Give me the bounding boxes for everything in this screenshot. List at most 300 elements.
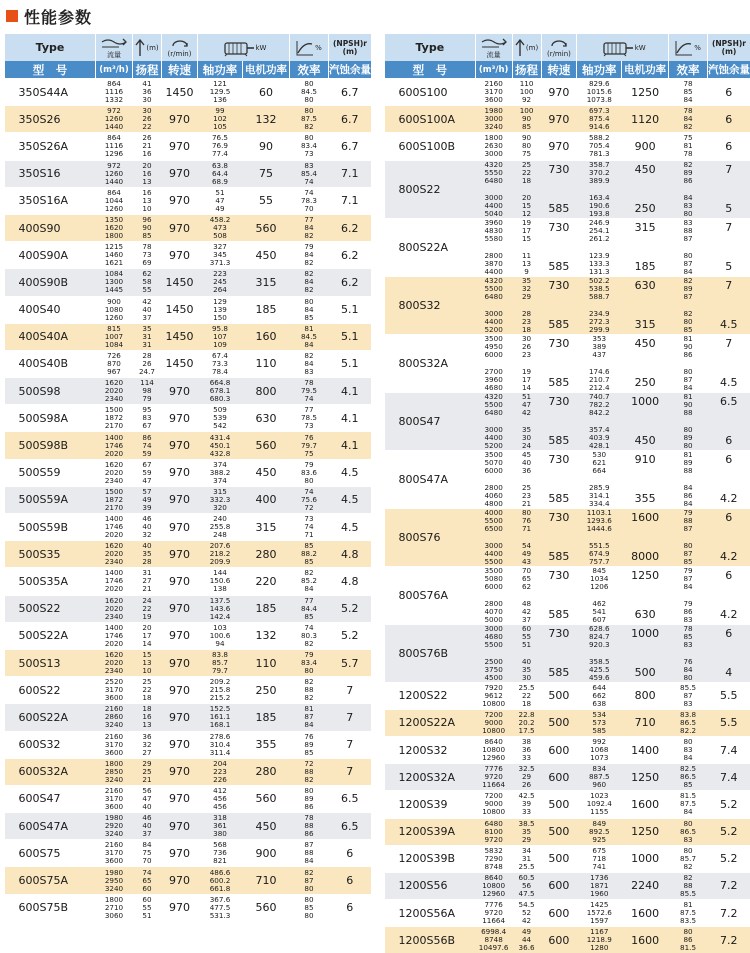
cell-head — [133, 323, 162, 350]
cell-model: 600S22A — [5, 704, 96, 731]
cell-head-value: 32 — [133, 531, 162, 539]
cell-shaft-value: 782.2 — [577, 401, 622, 409]
cell-shaft-value: 845 — [577, 567, 622, 575]
cell-npsh: 7.4 — [707, 764, 750, 791]
cell-eff — [669, 818, 708, 845]
cell-head-value: 40 — [133, 803, 162, 811]
table-row — [385, 845, 750, 872]
cell-flow-value: 4800 — [475, 500, 512, 508]
table-row — [385, 736, 750, 763]
cell-flow-value: 7200 — [475, 792, 512, 800]
table-row — [385, 334, 750, 392]
cell-head-value: 14 — [512, 384, 541, 392]
cell-flow-value: 1800 — [96, 896, 133, 904]
cell-head-value: 42 — [512, 917, 541, 925]
cell-motor: 1000 — [622, 845, 669, 872]
cell-flow-value: 3600 — [96, 803, 133, 811]
cell-flow-value: 3000 — [475, 115, 512, 123]
table-row — [5, 187, 372, 214]
header-type: Type — [385, 34, 476, 61]
cell-eff — [290, 459, 329, 486]
cell-eff-value: 83 — [290, 368, 329, 376]
cell-eff-value: 86.5 — [669, 773, 708, 781]
cell-head-value: 13 — [133, 197, 162, 205]
cell-shaft-value: 920.3 — [577, 641, 622, 649]
cell-eff-value: 82.5 — [669, 765, 708, 773]
cell-head-value: 49 — [512, 928, 541, 936]
cell-shaft-value: 403.9 — [577, 434, 622, 442]
cell-shaft — [198, 106, 243, 133]
cell-shaft-value: 311.4 — [198, 749, 243, 757]
cell-head — [512, 160, 541, 218]
cell-shaft-value: 68.9 — [198, 178, 243, 186]
cell-flow-value: 2160 — [475, 80, 512, 88]
cell-motor: 110 — [243, 350, 290, 377]
cell-head-value: 30 — [512, 434, 541, 442]
cell-eff-value: 79.5 — [290, 387, 329, 395]
cell-eff-value: 77 — [290, 216, 329, 224]
cell-head-value: 40 — [512, 658, 541, 666]
cell-shaft — [198, 840, 243, 867]
cell-eff-value: 84 — [669, 500, 708, 508]
cell-eff-value: 74 — [290, 189, 329, 197]
cell-head — [512, 133, 541, 160]
cell-flow-value: 5000 — [475, 616, 512, 624]
cell-flow-value: 1621 — [96, 259, 133, 267]
cell-npsh: 4.5 — [329, 459, 372, 486]
cell-eff-value: 87 — [290, 877, 329, 885]
cell-shaft-value: 1871 — [577, 882, 622, 890]
cell-eff-value: 76 — [290, 733, 329, 741]
cell-flow — [475, 79, 512, 106]
cell-model: 800S22A — [385, 218, 476, 276]
cell-head-value: 75 — [512, 150, 541, 158]
cell-shaft-value: 129 — [198, 298, 243, 306]
cell-head-value: 37 — [133, 830, 162, 838]
cell-eff — [669, 276, 708, 334]
cell-flow-value: 5500 — [475, 401, 512, 409]
cell-npsh: 6 — [329, 867, 372, 894]
cell-motor: 75 — [243, 160, 290, 187]
table-row — [5, 106, 372, 133]
cell-shaft — [198, 269, 243, 296]
cell-model: 400S90A — [5, 242, 96, 269]
cell-flow — [475, 927, 512, 953]
cell-shaft-value: 450.1 — [198, 442, 243, 450]
cell-eff-value: 85.5 — [669, 890, 708, 898]
cell-flow-value: 2630 — [475, 142, 512, 150]
cell-head — [133, 622, 162, 649]
cell-eff-value: 86.5 — [669, 828, 708, 836]
cell-head — [133, 894, 162, 921]
header-flow-icon-cell: 流量 — [96, 34, 133, 61]
cell-head-value: 36 — [512, 467, 541, 475]
cell-shaft — [577, 927, 622, 953]
cell-shaft-value: 261.2 — [577, 235, 622, 243]
cell-motor: 450 — [243, 459, 290, 486]
cell-head — [133, 269, 162, 296]
cell-shaft-value: 757.7 — [577, 558, 622, 566]
cell-eff — [669, 218, 708, 276]
cell-shaft-value: 105 — [198, 123, 243, 131]
cell-shaft — [198, 595, 243, 622]
cell-flow-value: 9000 — [475, 800, 512, 808]
cell-shaft-value: 588.2 — [577, 134, 622, 142]
cell-head-value: 33 — [512, 754, 541, 762]
cell-flow-value: 5070 — [475, 459, 512, 467]
cell-flow-value: 3240 — [96, 721, 133, 729]
cell-eff — [290, 296, 329, 323]
cell-motor: 315 185 — [622, 218, 669, 276]
table-row — [5, 79, 372, 106]
cell-head-value: 13 — [133, 178, 162, 186]
cell-eff-value: 79.7 — [290, 442, 329, 450]
table-row — [5, 269, 372, 296]
cell-speed: 970 — [541, 79, 577, 106]
cell-shaft-value: 551.5 — [577, 542, 622, 550]
cell-eff-value: 87.5 — [669, 909, 708, 917]
cell-flow-value: 9720 — [475, 909, 512, 917]
cell-shaft-value: 675 — [577, 847, 622, 855]
cell-flow-value: 4400 — [475, 550, 512, 558]
cell-eff-value: 83.4 — [290, 142, 329, 150]
cell-eff-value: 85 — [290, 613, 329, 621]
cell-flow — [475, 566, 512, 624]
cell-eff-value: 87 — [290, 841, 329, 849]
cell-motor: 315 — [243, 269, 290, 296]
cell-head — [133, 160, 162, 187]
table-row — [385, 133, 750, 160]
cell-flow-value: 1260 — [96, 314, 133, 322]
cell-head — [133, 649, 162, 676]
cell-eff-value: 79 — [290, 461, 329, 469]
cell-eff — [290, 568, 329, 595]
cell-head-value: 27 — [133, 749, 162, 757]
cell-flow — [96, 568, 133, 595]
cell-shaft-value: 272.3 — [577, 318, 622, 326]
cell-shaft-value: 875.4 — [577, 115, 622, 123]
cell-eff-value: 76 — [669, 658, 708, 666]
cell-head-value: 15 — [512, 235, 541, 243]
cell-eff-value: 87 — [669, 550, 708, 558]
cell-eff — [290, 106, 329, 133]
cell-head — [512, 624, 541, 682]
cell-motor: 60 — [243, 79, 290, 106]
cell-head-value: 29 — [512, 836, 541, 844]
cell-eff-value: 88 — [290, 686, 329, 694]
cell-shaft — [198, 187, 243, 214]
cell-shaft-value: 431.4 — [198, 434, 243, 442]
cell-head-value: 46 — [133, 814, 162, 822]
cell-eff-value: 80 — [290, 477, 329, 485]
cell-eff-value: 71 — [290, 531, 329, 539]
cell-model: 350S44A — [5, 79, 96, 106]
cell-eff-value: 84 — [290, 251, 329, 259]
cell-eff-value: 78 — [669, 150, 708, 158]
cell-flow — [475, 624, 512, 682]
cell-motor: 185 — [243, 296, 290, 323]
cell-model: 600S47A — [5, 813, 96, 840]
cell-eff-value: 82 — [290, 352, 329, 360]
cell-npsh: 6.5 6 — [707, 392, 750, 450]
cell-speed: 970 — [162, 378, 198, 405]
cell-model: 1200S39 — [385, 791, 476, 818]
cell-shaft-value: 139 — [198, 306, 243, 314]
cell-motor: 280 — [243, 541, 290, 568]
table-row — [5, 459, 372, 486]
cell-shaft — [577, 566, 622, 624]
cell-shaft-value: 204 — [198, 760, 243, 768]
cell-shaft — [577, 334, 622, 392]
cell-motor: 1600 — [622, 900, 669, 927]
cell-flow-value: 3600 — [96, 749, 133, 757]
cell-model: 500S59A — [5, 486, 96, 513]
cell-eff-value: 89 — [669, 459, 708, 467]
cell-motor: 450 250 — [622, 160, 669, 218]
cell-shaft-value: 1015.6 — [577, 88, 622, 96]
cell-shaft — [577, 160, 622, 218]
cell-npsh: 6 4 — [707, 624, 750, 682]
table-row — [5, 649, 372, 676]
cell-flow-value: 5500 — [475, 641, 512, 649]
cell-flow-value: 8100 — [475, 828, 512, 836]
cell-shaft-value: 353 — [577, 335, 622, 343]
cell-shaft-value: 674.9 — [577, 550, 622, 558]
cell-eff-value: 80 — [669, 674, 708, 682]
cell-speed: 970 — [541, 133, 577, 160]
rotation-icon — [548, 37, 570, 50]
cell-flow — [475, 218, 512, 276]
cell-eff-value: 88 — [669, 882, 708, 890]
cell-eff-value: 84 — [290, 224, 329, 232]
cell-eff-value: 83 — [669, 616, 708, 624]
cell-head-value: 27 — [133, 577, 162, 585]
cell-head-value: 31 — [133, 569, 162, 577]
cell-shaft-value: 371.3 — [198, 259, 243, 267]
cell-shaft-value: 109 — [198, 341, 243, 349]
cell-flow-value: 6480 — [475, 177, 512, 185]
cell-shaft-value: 425.5 — [577, 666, 622, 674]
cell-flow-value: 8748 — [475, 936, 512, 944]
cell-eff-value: 76 — [290, 434, 329, 442]
cell-eff — [290, 160, 329, 187]
cell-eff-value: 87 — [669, 525, 708, 533]
cell-npsh: 6 4.2 — [707, 566, 750, 624]
cell-head-value: 59 — [133, 450, 162, 458]
cell-shaft — [198, 486, 243, 513]
cell-head-value: 18 — [133, 694, 162, 702]
cell-flow-value: 10800 — [475, 808, 512, 816]
cell-flow — [96, 405, 133, 432]
cell-model: 400S40A — [5, 323, 96, 350]
cell-eff — [669, 872, 708, 899]
cell-eff — [290, 269, 329, 296]
cell-eff — [290, 378, 329, 405]
cell-eff-value: 77 — [290, 597, 329, 605]
cell-flow-value: 3170 — [96, 849, 133, 857]
cell-eff-value: 89 — [290, 741, 329, 749]
cell-shaft-value: 1736 — [577, 874, 622, 882]
cell-flow-value: 1980 — [96, 869, 133, 877]
cell-head-value: 25 — [512, 161, 541, 169]
cell-shaft — [198, 242, 243, 269]
cell-speed: 970 — [162, 595, 198, 622]
cell-head-value: 19 — [133, 613, 162, 621]
cell-motor: 1250 — [622, 818, 669, 845]
cell-shaft-value: 131.3 — [577, 268, 622, 276]
cell-eff-value: 78 — [290, 379, 329, 387]
cell-flow-value: 5200 — [475, 442, 512, 450]
table-row — [5, 622, 372, 649]
cell-motor: 132 — [243, 622, 290, 649]
cell-motor: 560 — [243, 214, 290, 241]
cell-shaft-value: 1155 — [577, 808, 622, 816]
cell-head-value: 23 — [512, 351, 541, 359]
cell-eff-value: 87.5 — [290, 115, 329, 123]
cell-npsh: 6 — [707, 79, 750, 106]
col-flow: (m³/h) — [96, 61, 133, 79]
cell-head-value: 30 — [512, 674, 541, 682]
table-row — [5, 378, 372, 405]
cell-speed: 970 — [162, 649, 198, 676]
cell-speed: 970 — [162, 731, 198, 758]
cell-flow — [96, 242, 133, 269]
cell-shaft-value: 849 — [577, 820, 622, 828]
cell-speed: 730 585 — [541, 450, 577, 508]
cell-shaft-value: 542 — [198, 422, 243, 430]
cell-flow — [475, 133, 512, 160]
cell-shaft-value: 133.3 — [577, 260, 622, 268]
cell-eff-value: 89 — [669, 285, 708, 293]
cell-eff — [669, 791, 708, 818]
cell-eff-value: 84.5 — [290, 88, 329, 96]
col-npsh: 汽蚀余量 — [329, 61, 372, 79]
cell-motor: 710 — [622, 709, 669, 736]
cell-model: 500S98 — [5, 378, 96, 405]
cell-eff — [669, 709, 708, 736]
cell-head-value: 60 — [133, 896, 162, 904]
cell-eff-value: 85 — [669, 558, 708, 566]
cell-head-value: 16 — [133, 150, 162, 158]
cell-npsh: 5.5 — [707, 682, 750, 709]
cell-shaft-value: 318 — [198, 814, 243, 822]
cell-motor: 1000 500 — [622, 624, 669, 682]
cell-shaft-value: 960 — [577, 781, 622, 789]
cell-shaft-value: 150.6 — [198, 577, 243, 585]
cell-shaft-value: 320 — [198, 504, 243, 512]
cell-eff — [669, 764, 708, 791]
cell-shaft-value: 1206 — [577, 583, 622, 591]
cell-head-value: 55 — [512, 633, 541, 641]
cell-flow-value: 972 — [96, 107, 133, 115]
cell-shaft-value: 829.6 — [577, 80, 622, 88]
cell-shaft-value: 502.2 — [577, 277, 622, 285]
cell-flow — [96, 731, 133, 758]
cell-eff-value: 85 — [290, 749, 329, 757]
cell-flow — [96, 323, 133, 350]
cell-eff-value: 80 — [669, 738, 708, 746]
cell-eff-value: 83 — [669, 700, 708, 708]
cell-head — [512, 392, 541, 450]
cell-flow-value: 4400 — [475, 434, 512, 442]
cell-flow-value: 2500 — [475, 658, 512, 666]
cell-shaft-value: 102 — [198, 115, 243, 123]
cell-head — [133, 568, 162, 595]
cell-flow-value: 10800 — [475, 882, 512, 890]
cell-eff-value: 78.5 — [290, 414, 329, 422]
cell-flow-value: 5200 — [475, 326, 512, 334]
cell-flow-value: 2950 — [96, 877, 133, 885]
cell-motor: 185 — [243, 704, 290, 731]
cell-motor: 1250 630 — [622, 566, 669, 624]
cell-shaft-value: 1444.6 — [577, 525, 622, 533]
col-motor: 电机功率 — [622, 61, 669, 79]
cell-eff-value: 84 — [669, 754, 708, 762]
cell-shaft-value: 428.1 — [577, 442, 622, 450]
header-eff-icon-cell: % — [669, 34, 708, 61]
cell-shaft-value: 299.9 — [577, 326, 622, 334]
cell-eff-value: 84 — [290, 857, 329, 865]
cell-flow-value: 2160 — [96, 787, 133, 795]
cell-flow — [96, 622, 133, 649]
cell-flow-value: 8748 — [475, 863, 512, 871]
cell-shaft-value: 781.3 — [577, 150, 622, 158]
cell-flow-value: 3600 — [96, 857, 133, 865]
cell-eff-value: 84 — [290, 585, 329, 593]
cell-flow-value: 1746 — [96, 523, 133, 531]
cell-eff-value: 84 — [669, 484, 708, 492]
cell-shaft-value: 73.3 — [198, 360, 243, 368]
cell-model: 500S98B — [5, 432, 96, 459]
cell-eff — [290, 514, 329, 541]
cell-eff-value: 79 — [669, 509, 708, 517]
table-row — [385, 709, 750, 736]
col-model: 型 号 — [5, 61, 96, 79]
cell-head-value: 19 — [512, 219, 541, 227]
cell-flow-value: 2800 — [475, 484, 512, 492]
header-type: Type — [5, 34, 96, 61]
cell-flow — [96, 296, 133, 323]
cell-shaft-value: 1572.6 — [577, 909, 622, 917]
cell-flow — [96, 785, 133, 812]
cell-flow-value: 3600 — [96, 694, 133, 702]
cell-speed: 730 585 — [541, 624, 577, 682]
cell-head-value: 73 — [133, 251, 162, 259]
cell-shaft-value: 49 — [198, 205, 243, 213]
cell-head — [512, 818, 541, 845]
table-row — [5, 405, 372, 432]
cell-speed: 970 — [162, 514, 198, 541]
cell-head-value: 52 — [512, 909, 541, 917]
cell-shaft — [577, 872, 622, 899]
cell-shaft-value: 64.4 — [198, 170, 243, 178]
table-row — [385, 79, 750, 106]
cell-eff-value: 80 — [669, 252, 708, 260]
cell-flow-value: 900 — [96, 298, 133, 306]
cell-head-value: 54.5 — [512, 901, 541, 909]
cell-eff-value: 84 — [290, 721, 329, 729]
cell-head-value: 20.2 — [512, 719, 541, 727]
cell-shaft-value: 531.3 — [198, 912, 243, 920]
cell-flow — [96, 459, 133, 486]
cell-head-value: 28 — [512, 310, 541, 318]
cell-shaft-value: 741 — [577, 863, 622, 871]
cell-flow — [96, 187, 133, 214]
cell-shaft-value: 358.7 — [577, 161, 622, 169]
cell-head-value: 42 — [512, 409, 541, 417]
cell-eff-value: 82 — [290, 123, 329, 131]
cell-eff — [290, 731, 329, 758]
